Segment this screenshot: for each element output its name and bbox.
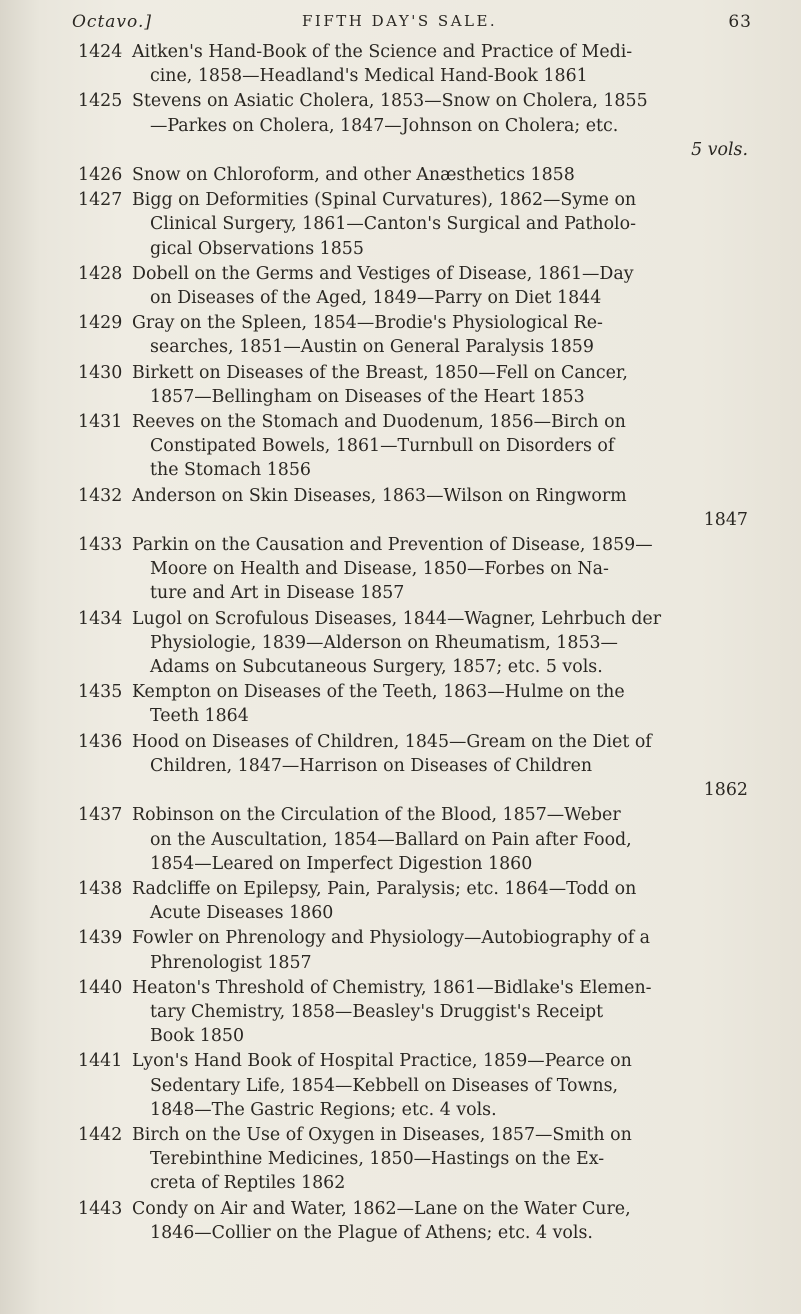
lot-entry (78, 680, 758, 728)
lot-description-line: Lyon's Hand Book of Hospital Practice, 1859—Pearce on (132, 1051, 632, 1072)
lot-description-line: Aitken's Hand-Book of the Science and Practice of Medi- (132, 42, 633, 62)
lot-number: 1437 (78, 805, 123, 826)
lot-description-line: Reeves on the Stomach and Duodenum, 1856—Birch on (132, 412, 626, 433)
lot-description-line: ture and Art in Disease 1857 (150, 583, 405, 604)
lot-entry (78, 607, 758, 680)
lot-list (78, 40, 758, 1246)
lot-description-line: tary Chemistry, 1858—Beasley's Druggist's Receipt (150, 1001, 604, 1022)
lot-number: 1442 (78, 1124, 123, 1145)
lot-description-line: Heaton's Threshold of Chemistry, 1861—Bidlake's Elemen- (132, 977, 652, 998)
lot-description-line: Birkett on Diseases of the Breast, 1850—Fell on Cancer, (132, 362, 628, 383)
lot-number: 1430 (78, 362, 123, 383)
lot-description-line: cine, 1858—Headland's Medical Hand-Book 1861 (150, 66, 588, 87)
header-title: FIFTH DAY'S SALE. (302, 12, 498, 30)
lot-entry (78, 803, 758, 876)
page-header (72, 12, 752, 38)
lot-description-line: the Stomach 1856 (150, 460, 311, 481)
lot-description-line: Bigg on Deformities (Spinal Curvatures), 1862—Syme on (132, 190, 637, 211)
lot-entry (78, 533, 758, 606)
lot-entry (78, 926, 758, 974)
lot-number: 1434 (78, 608, 123, 629)
lot-description-line: Robinson on the Circulation of the Blood, 1857—Weber (132, 805, 621, 826)
lot-trailer: 5 vols. (691, 139, 748, 160)
lot-description-line: Parkin on the Causation and Prevention of Disease, 1859— (132, 535, 653, 556)
lot-description-line: Dobell on the Germs and Vestiges of Disease, 1861—Day (132, 263, 634, 284)
lot-description-line: Children, 1847—Harrison on Diseases of Children (150, 755, 593, 776)
lot-number: 1443 (78, 1198, 123, 1219)
lot-description-line: gical Observations 1855 (150, 238, 364, 259)
lot-number: 1440 (78, 977, 123, 998)
lot-trailer: 1862 (703, 780, 748, 801)
lot-number: 1431 (78, 412, 123, 433)
lot-description-line: Phrenologist 1857 (150, 952, 312, 973)
lot-number: 1425 (78, 91, 123, 112)
lot-entry (78, 1123, 758, 1196)
lot-number: 1439 (78, 928, 123, 949)
lot-number: 1426 (78, 165, 123, 186)
lot-entry (78, 1197, 758, 1245)
lot-entry (78, 361, 758, 409)
lot-description-line: Adams on Subcutaneous Surgery, 1857; etc. 5 vols. (150, 657, 603, 678)
lot-entry (78, 40, 758, 88)
lot-description-line: Terebinthine Medicines, 1850—Hastings on the Ex- (150, 1149, 605, 1170)
lot-number: 1441 (78, 1051, 123, 1072)
lot-description-line: Snow on Chloroform, and other Anæsthetics 1858 (132, 165, 575, 186)
lot-description-line: Stevens on Asiatic Cholera, 1853—Snow on Cholera, 1855 (132, 91, 648, 112)
lot-description-line: Acute Diseases 1860 (150, 903, 334, 924)
lot-description-line: Clinical Surgery, 1861—Canton's Surgical and Patholo- (150, 214, 636, 235)
header-format: Octavo.] (72, 12, 153, 32)
lot-number: 1436 (78, 731, 123, 752)
lot-description-line: Hood on Diseases of Children, 1845—Gream on the Diet of (132, 731, 652, 752)
lot-description-line: on the Auscultation, 1854—Ballard on Pain after Food, (150, 829, 632, 850)
lot-entry (78, 262, 758, 310)
lot-description-line: on Diseases of the Aged, 1849—Parry on Diet 1844 (150, 288, 602, 309)
lot-entry (78, 311, 758, 359)
lot-description-line: Gray on the Spleen, 1854—Brodie's Physiological Re- (132, 313, 603, 334)
lot-description-line: Book 1850 (150, 1026, 245, 1047)
lot-number: 1432 (78, 485, 123, 506)
lot-description-line: Radcliffe on Epilepsy, Pain, Paralysis; etc. 1864—Todd on (132, 878, 637, 899)
lot-number: 1429 (78, 313, 123, 334)
lot-entry (78, 730, 758, 803)
lot-number: 1428 (78, 263, 123, 284)
lot-description-line: 1848—The Gastric Regions; etc. 4 vols. (150, 1099, 497, 1120)
lot-description-line: Sedentary Life, 1854—Kebbell on Diseases of Towns, (150, 1075, 619, 1096)
lot-number: 1427 (78, 190, 123, 211)
lot-description-line: Fowler on Phrenology and Physiology—Autobiography of a (132, 928, 651, 949)
lot-number: 1435 (78, 682, 123, 703)
lot-number: 1438 (78, 878, 123, 899)
lot-entry (78, 484, 758, 532)
lot-description-line: Birch on the Use of Oxygen in Diseases, 1857—Smith on (132, 1124, 632, 1145)
lot-description-line: Moore on Health and Disease, 1850—Forbes on Na- (150, 559, 609, 580)
lot-description-line: Kempton on Diseases of the Teeth, 1863—Hulme on the (132, 682, 625, 703)
lot-description-line: creta of Reptiles 1862 (150, 1173, 346, 1194)
lot-description-line: Constipated Bowels, 1861—Turnbull on Disorders of (150, 436, 615, 457)
lot-entry (78, 1049, 758, 1122)
lot-entry (78, 89, 758, 162)
lot-entry (78, 877, 758, 925)
lot-description-line: Anderson on Skin Diseases, 1863—Wilson on Ringworm (132, 485, 627, 506)
lot-description-line: 1854—Leared on Imperfect Digestion 1860 (150, 853, 533, 874)
lot-description-line: searches, 1851—Austin on General Paralysis 1859 (150, 337, 594, 358)
lot-description-line: 1857—Bellingham on Diseases of the Heart 1853 (150, 386, 585, 407)
lot-entry (78, 163, 758, 187)
lot-description-line: Physiologie, 1839—Alderson on Rheumatism, 1853— (150, 632, 618, 653)
lot-entry (78, 410, 758, 483)
lot-entry (78, 188, 758, 261)
lot-trailer: 1847 (703, 509, 748, 530)
lot-entry (78, 976, 758, 1049)
lot-description-line: 1846—Collier on the Plague of Athens; etc. 4 vols. (150, 1222, 593, 1243)
lot-number: 1433 (78, 535, 123, 556)
lot-number: 1424 (78, 42, 123, 62)
lot-description-line: Condy on Air and Water, 1862—Lane on the Water Cure, (132, 1198, 631, 1219)
lot-description-line: Teeth 1864 (150, 706, 249, 727)
page-number: 63 (728, 12, 752, 32)
lot-description-line: —Parkes on Cholera, 1847—Johnson on Cholera; etc. (150, 115, 619, 136)
lot-description-line: Lugol on Scrofulous Diseases, 1844—Wagner, Lehrbuch der (132, 608, 662, 629)
